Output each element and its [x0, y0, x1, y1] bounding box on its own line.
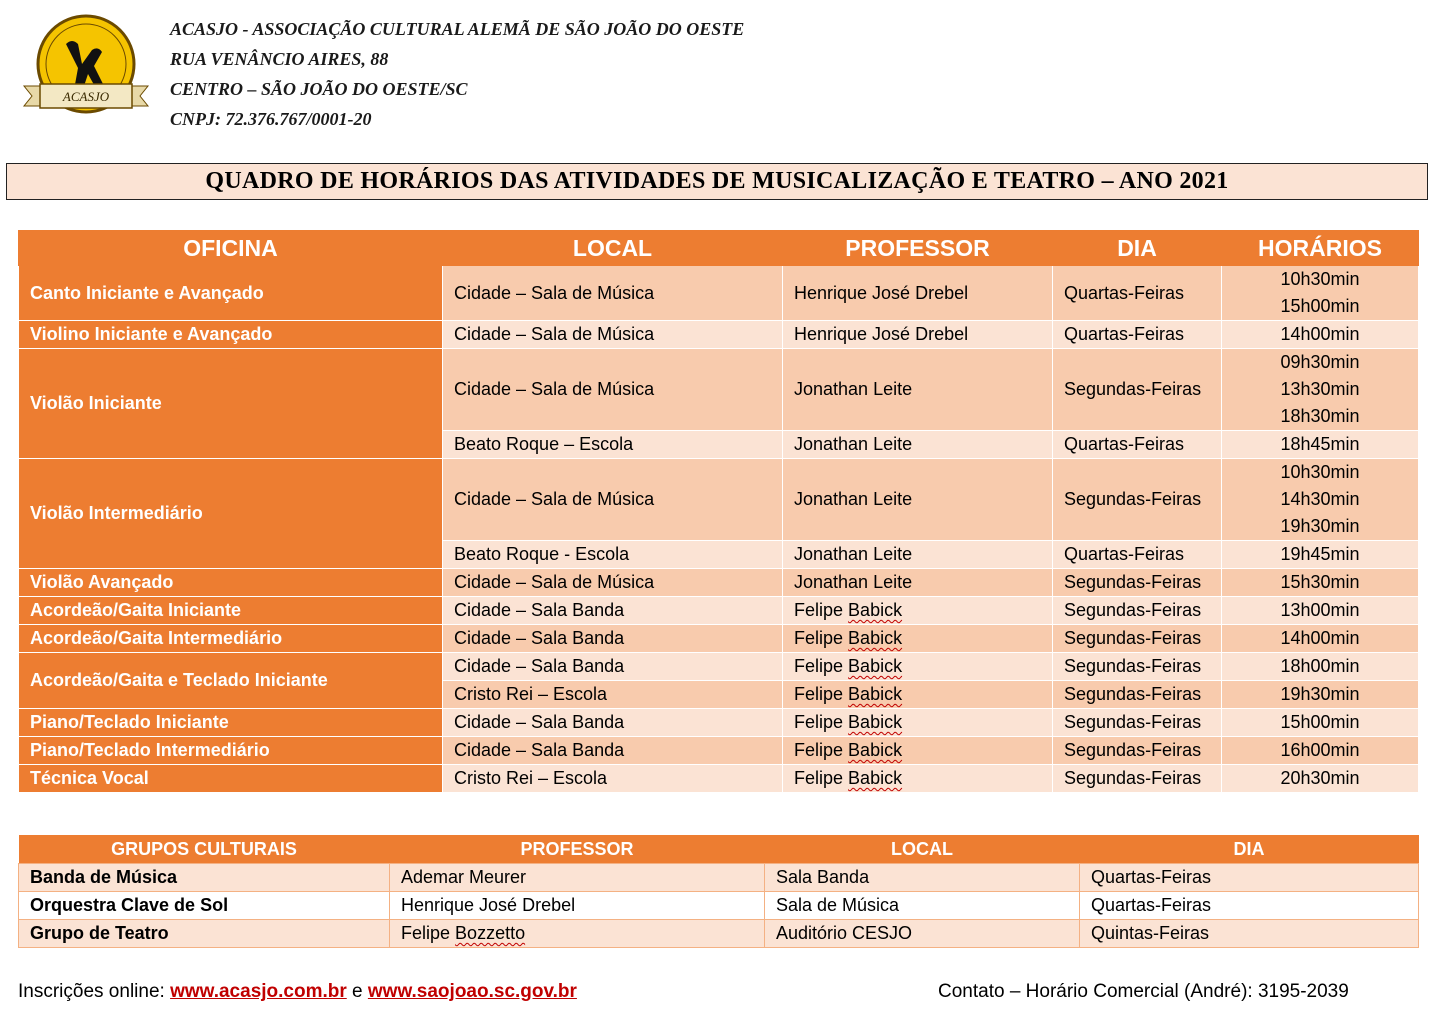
professor-cell: [783, 709, 1053, 737]
professor-first-name: Felipe: [794, 684, 844, 704]
oficina-cell: Piano/Teclado Intermediário: [19, 737, 443, 765]
table-row: [19, 920, 1419, 948]
oficina-cell: Acordeão/Gaita e Teclado Iniciante: [19, 653, 443, 709]
horarios-cell: [1222, 709, 1419, 737]
local-cell: Cidade – Sala Banda: [443, 625, 783, 653]
registration-label: Inscrições online:: [18, 981, 171, 1002]
table-row: [19, 737, 1419, 765]
professor-last-name: Babick: [848, 740, 903, 760]
professor-cell: Jonathan Leite: [783, 431, 1053, 459]
local-cell: Cidade – Sala de Música: [443, 349, 783, 431]
local-cell: Cidade – Sala Banda: [443, 737, 783, 765]
professor-cell: Ademar Meurer: [390, 864, 765, 892]
local-cell: Cristo Rei – Escola: [443, 765, 783, 793]
horario: 15h00min: [1280, 712, 1360, 732]
oficina-cell: Acordeão/Gaita Iniciante: [19, 597, 443, 625]
professor-cell: [783, 653, 1053, 681]
dia-cell: Segundas-Feiras: [1053, 459, 1222, 541]
oficina-cell: Violão Avançado: [19, 569, 443, 597]
table-row: [19, 349, 1419, 431]
grupo-cell: Orquestra Clave de Sol: [19, 892, 390, 920]
col-header-professor: PROFESSOR: [390, 835, 765, 864]
professor-cell: [783, 765, 1053, 793]
table-row: [19, 569, 1419, 597]
professor-last-name: Bozzetto: [455, 923, 526, 943]
page-title: QUADRO DE HORÁRIOS DAS ATIVIDADES DE MUSICALIZAÇÃO E TEATRO – ANO 2021: [6, 163, 1428, 200]
local-cell: Cidade – Sala de Música: [443, 266, 783, 321]
dia-cell: Quartas-Feiras: [1080, 892, 1419, 920]
horarios-cell: [1222, 765, 1419, 793]
local-cell: Sala de Música: [765, 892, 1080, 920]
local-cell: Cidade – Sala Banda: [443, 597, 783, 625]
dia-cell: Segundas-Feiras: [1053, 625, 1222, 653]
professor-last-name: Babick: [848, 628, 903, 648]
professor-first-name: Felipe: [794, 600, 844, 620]
grupo-cell: Grupo de Teatro: [19, 920, 390, 948]
local-cell: Cidade – Sala de Música: [443, 459, 783, 541]
horario: 20h30min: [1280, 768, 1360, 788]
horario: 19h45min: [1280, 544, 1360, 564]
groups-header-row: [19, 835, 1419, 864]
conjunction: e: [346, 981, 368, 1002]
table-row: [19, 321, 1419, 349]
dia-cell: Quartas-Feiras: [1053, 266, 1222, 321]
col-header-local: LOCAL: [443, 231, 783, 266]
horario: 09h30min: [1280, 352, 1360, 372]
horario: 18h45min: [1280, 434, 1360, 454]
col-header-oficina: OFICINA: [19, 231, 443, 266]
dia-cell: Segundas-Feiras: [1053, 349, 1222, 431]
table-row: [19, 266, 1419, 321]
table-row: [19, 653, 1419, 681]
oficina-cell: Violão Intermediário: [19, 459, 443, 569]
dia-cell: Quartas-Feiras: [1053, 321, 1222, 349]
oficina-cell: Violão Iniciante: [19, 349, 443, 459]
horarios-cell: [1222, 431, 1419, 459]
dia-cell: Segundas-Feiras: [1053, 765, 1222, 793]
horarios-cell: [1222, 653, 1419, 681]
logo-banner-text: ACASJO: [62, 89, 110, 104]
dia-cell: Segundas-Feiras: [1053, 681, 1222, 709]
col-header-grupos: GRUPOS CULTURAIS: [19, 835, 390, 864]
oficina-cell: Técnica Vocal: [19, 765, 443, 793]
dia-cell: Segundas-Feiras: [1053, 709, 1222, 737]
dia-cell: Segundas-Feiras: [1053, 569, 1222, 597]
horarios-cell: [1222, 459, 1419, 541]
dia-cell: Quartas-Feiras: [1080, 864, 1419, 892]
professor-cell: [783, 681, 1053, 709]
grupo-cell: Banda de Música: [19, 864, 390, 892]
horario: 15h00min: [1280, 296, 1360, 316]
org-header: [170, 14, 744, 134]
horario: 14h00min: [1280, 628, 1360, 648]
horarios-cell: [1222, 321, 1419, 349]
horario: 13h30min: [1280, 379, 1360, 399]
local-cell: Cidade – Sala Banda: [443, 709, 783, 737]
dia-cell: Quartas-Feiras: [1053, 431, 1222, 459]
professor-first-name: Felipe: [794, 656, 844, 676]
local-cell: Beato Roque - Escola: [443, 541, 783, 569]
local-cell: Auditório CESJO: [765, 920, 1080, 948]
org-name: ACASJO - ASSOCIAÇÃO CULTURAL ALEMÃ DE SÃO JOÃO DO OESTE: [170, 19, 745, 39]
col-header-horarios: HORÁRIOS: [1222, 231, 1419, 266]
local-cell: Cidade – Sala Banda: [443, 653, 783, 681]
contact-info: Contato – Horário Comercial (André): 3195-2039: [938, 981, 1349, 1002]
horarios-cell: [1222, 541, 1419, 569]
local-cell: Beato Roque – Escola: [443, 431, 783, 459]
professor-cell: Jonathan Leite: [783, 569, 1053, 597]
horario: 18h30min: [1280, 406, 1360, 426]
schedule-header-row: [19, 231, 1419, 266]
horario: 16h00min: [1280, 740, 1360, 760]
oficina-cell: Piano/Teclado Iniciante: [19, 709, 443, 737]
professor-cell: Jonathan Leite: [783, 349, 1053, 431]
acasjo-logo: [18, 14, 154, 120]
org-cnpj: CNPJ: 72.376.767/0001-20: [170, 109, 372, 129]
table-row: [19, 864, 1419, 892]
schedule-table: [18, 230, 1419, 793]
horario: 14h30min: [1280, 489, 1360, 509]
professor-cell: Jonathan Leite: [783, 459, 1053, 541]
horario: 19h30min: [1280, 516, 1360, 536]
table-row: [19, 625, 1419, 653]
org-city: CENTRO – SÃO JOÃO DO OESTE/SC: [170, 79, 468, 99]
professor-first-name: Felipe: [794, 628, 844, 648]
horario: 13h00min: [1280, 600, 1360, 620]
professor-first-name: Felipe: [794, 768, 844, 788]
horario: 18h00min: [1280, 656, 1360, 676]
dia-cell: Quintas-Feiras: [1080, 920, 1419, 948]
professor-first-name: Felipe: [794, 712, 844, 732]
professor-cell: Henrique José Drebel: [783, 266, 1053, 321]
saojoao-link[interactable]: www.saojoao.sc.gov.br: [367, 981, 577, 1002]
table-row: [19, 459, 1419, 541]
professor-last-name: Babick: [848, 712, 903, 732]
local-cell: Cidade – Sala de Música: [443, 569, 783, 597]
professor-last-name: Babick: [848, 684, 903, 704]
horarios-cell: [1222, 737, 1419, 765]
professor-last-name: Babick: [848, 768, 903, 788]
professor-cell: Henrique José Drebel: [783, 321, 1053, 349]
professor-cell: [390, 920, 765, 948]
horario: 19h30min: [1280, 684, 1360, 704]
table-row: [19, 709, 1419, 737]
dia-cell: Segundas-Feiras: [1053, 737, 1222, 765]
professor-cell: Jonathan Leite: [783, 541, 1053, 569]
col-header-dia: DIA: [1080, 835, 1419, 864]
professor-cell: [783, 625, 1053, 653]
oficina-cell: Canto Iniciante e Avançado: [19, 266, 443, 321]
groups-table: [18, 835, 1419, 948]
professor-last-name: Babick: [848, 600, 903, 620]
oficina-cell: Acordeão/Gaita Intermediário: [19, 625, 443, 653]
dia-cell: Segundas-Feiras: [1053, 653, 1222, 681]
horarios-cell: [1222, 266, 1419, 321]
professor-cell: Henrique José Drebel: [390, 892, 765, 920]
local-cell: Cidade – Sala de Música: [443, 321, 783, 349]
table-row: [19, 892, 1419, 920]
dia-cell: Quartas-Feiras: [1053, 541, 1222, 569]
professor-cell: [783, 597, 1053, 625]
horario: 14h00min: [1280, 324, 1360, 344]
table-row: [19, 597, 1419, 625]
horarios-cell: [1222, 349, 1419, 431]
col-header-professor: PROFESSOR: [783, 231, 1053, 266]
oficina-cell: Violino Iniciante e Avançado: [19, 321, 443, 349]
dia-cell: Segundas-Feiras: [1053, 597, 1222, 625]
col-header-dia: DIA: [1053, 231, 1222, 266]
horarios-cell: [1222, 625, 1419, 653]
acasjo-link[interactable]: www.acasjo.com.br: [170, 981, 347, 1002]
horario: 10h30min: [1280, 269, 1360, 289]
professor-last-name: Babick: [848, 656, 903, 676]
horarios-cell: [1222, 681, 1419, 709]
local-cell: Cristo Rei – Escola: [443, 681, 783, 709]
org-address: RUA VENÂNCIO AIRES, 88: [170, 49, 389, 69]
horario: 10h30min: [1280, 462, 1360, 482]
table-row: [19, 765, 1419, 793]
professor-first-name: Felipe: [401, 923, 451, 943]
local-cell: Sala Banda: [765, 864, 1080, 892]
horarios-cell: [1222, 597, 1419, 625]
col-header-local: LOCAL: [765, 835, 1080, 864]
horarios-cell: [1222, 569, 1419, 597]
professor-first-name: Felipe: [794, 740, 844, 760]
registration-info: [18, 981, 577, 1003]
horario: 15h30min: [1280, 572, 1360, 592]
professor-cell: [783, 737, 1053, 765]
